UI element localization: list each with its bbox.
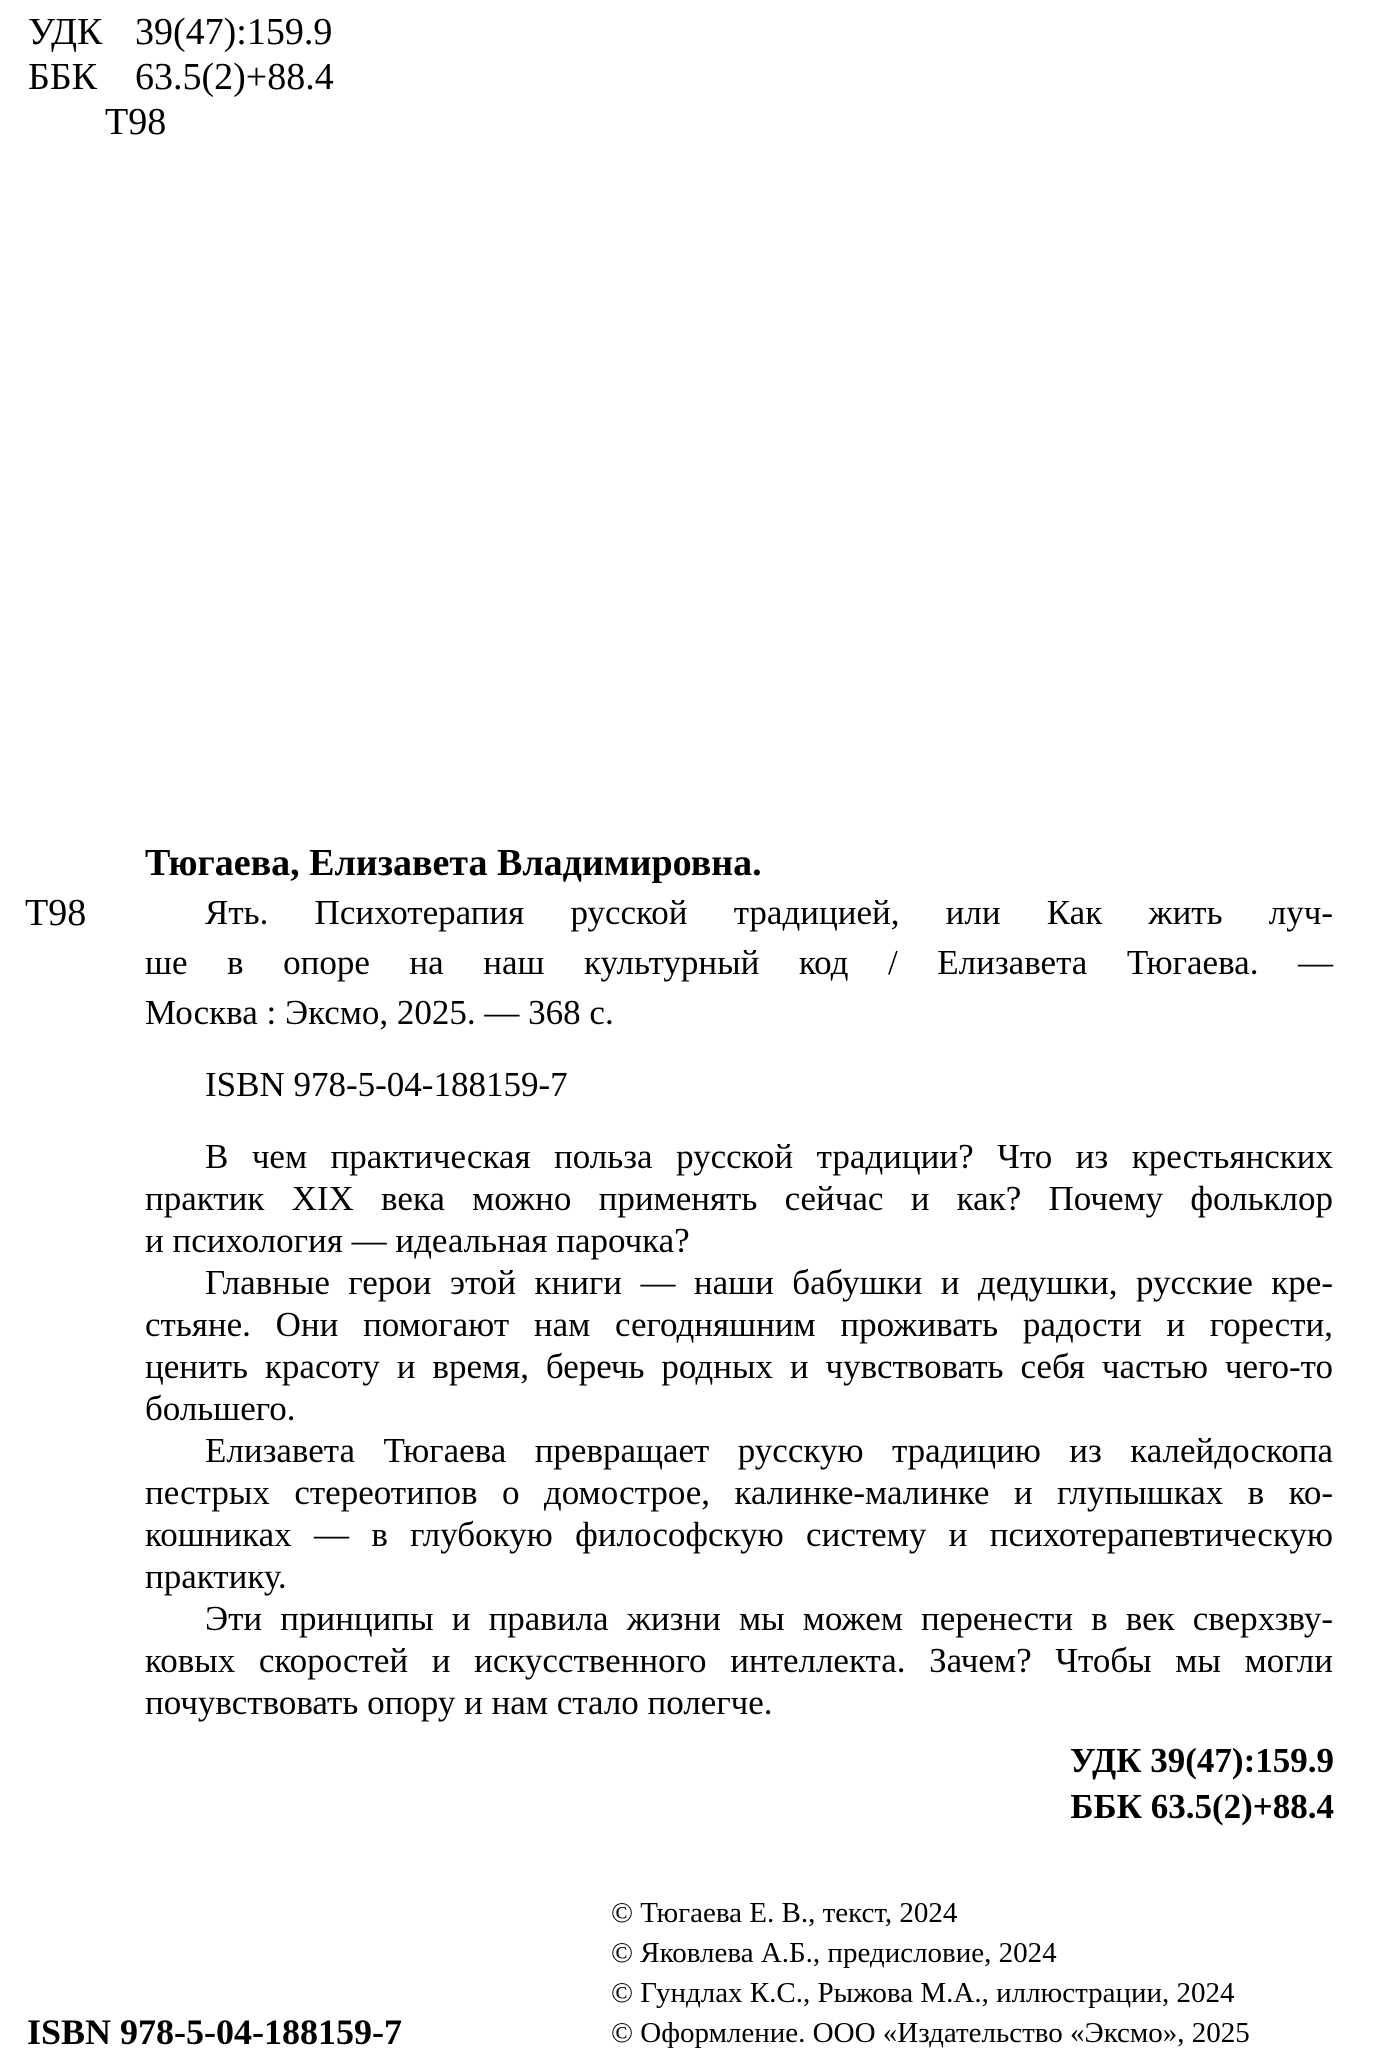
annotation-line: кошниках — в глубокую философскую систему и психотерапевтическую [145,1515,1333,1554]
classification-block [28,10,334,145]
annotation-line: ценить красоту и время, беречь родных и чувствовать себя частью чего-то [145,1347,1333,1386]
author-sign-record: Т98 [25,892,87,934]
annotation-line: В чем практическая польза русской традиции? Что из крестьянских [205,1137,1333,1176]
annotation-line: стьяне. Они помогают нам сегодняшним проживать радости и горести, [145,1305,1333,1344]
annotation-line: ковых скоростей и искусственного интеллекта. Зачем? Чтобы мы могли [145,1641,1333,1680]
annotation-line: большего. [145,1389,296,1428]
udk-label: УДК [28,11,103,53]
copyright-block [611,1893,1250,2053]
record-heading: Тюгаева, Елизавета Владимировна. [145,842,762,884]
isbn-record: ISBN 978-5-04-188159-7 [205,1065,568,1104]
main-column [145,838,1333,1724]
classification-footer [1070,1738,1334,1830]
annotation-line: Главные герои этой книги — наши бабушки и дедушки, русские кре- [205,1263,1333,1302]
annotation-line: практик XIX века можно применять сейчас и как? Почему фольклор [145,1179,1333,1218]
bbk-line [28,55,334,100]
annotation-line: почувствовать опору и нам стало полегче. [145,1683,773,1722]
annotation-block [145,1136,1333,1724]
copyright-line: © Гундлах К.С., Рыжова М.А., иллюстрации, 2024 [611,1977,1235,2009]
copyright-line: © Оформление. ООО «Издательство «Эксмо», 2025 [611,2017,1250,2049]
udk-footer-line: УДК 39(47):159.9 [1069,1741,1334,1780]
isbn-bottom: ISBN 978-5-04-188159-7 [27,2012,402,2052]
author-sign-top: Т98 [105,101,167,143]
bbk-value: 63.5(2)+88.4 [135,56,334,98]
bbk-footer-line: ББК 63.5(2)+88.4 [1070,1787,1334,1826]
annotation-line: и психология — идеальная парочка? [145,1221,690,1260]
copyright-line: © Яковлева А.Б., предисловие, 2024 [611,1937,1057,1969]
annotation-line: пестрых стереотипов о домострое, калинке-малинке и глупышках в ко- [145,1473,1333,1512]
udk-line [28,10,334,55]
annotation-line: практику. [145,1557,287,1596]
udk-value: 39(47):159.9 [135,11,333,53]
bbk-label: ББК [28,56,97,98]
annotation-line: Елизавета Тюгаева превращает русскую традицию из калейдоскопа [205,1431,1333,1470]
record-line: ше в опоре на наш культурный код / Елизавета Тюгаева. — [145,943,1333,982]
copyright-line: © Тюгаева Е. В., текст, 2024 [611,1897,958,1929]
record-line: Ять. Психотерапия русской традицией, или Как жить луч- [205,893,1333,932]
record-line: Москва : Эксмо, 2025. — 368 с. [145,993,614,1032]
annotation-line: Эти принципы и правила жизни мы можем перенести в век сверхзву- [205,1599,1333,1638]
